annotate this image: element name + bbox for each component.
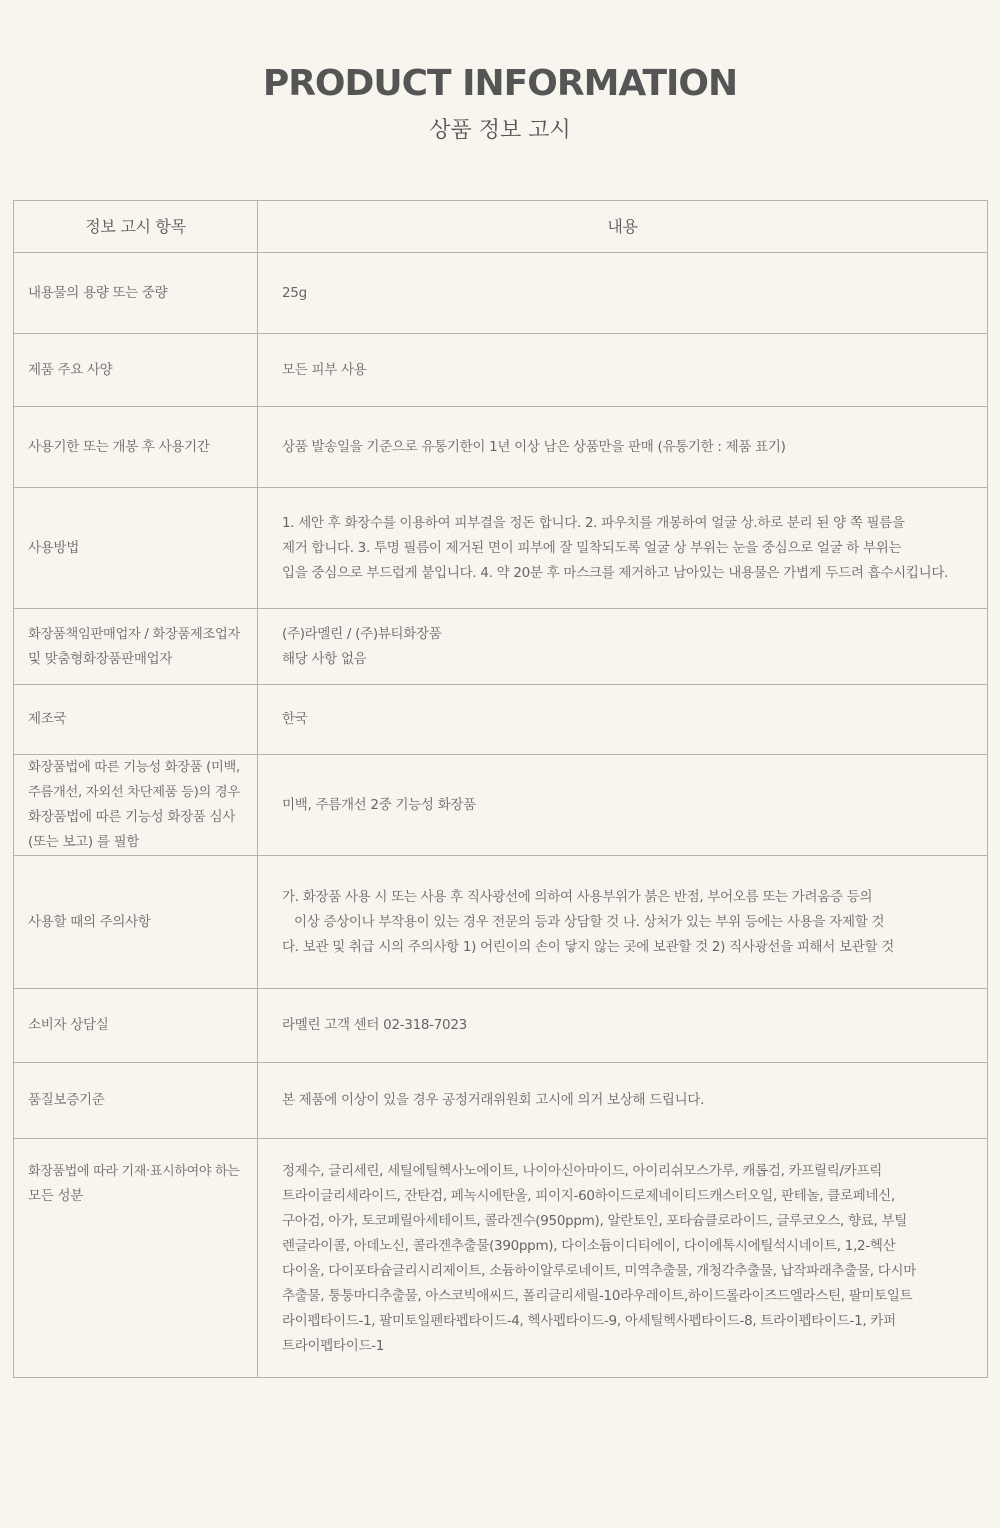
label-line: 화장품법에 따라 기재·표시하여야 하는 — [28, 1164, 240, 1179]
value-line: 추출물, 퉁퉁마디추출물, 아스코빅애씨드, 폴리글리세릴-10라우레이트,하이드롤라이즈드엘라스틴, 팔미토일트 — [282, 1288, 913, 1304]
column-header-content: 내용 — [258, 201, 988, 253]
value-line: (주)라멜린 / (주)뷰티화장품 — [282, 625, 442, 642]
label-line: (또는 보고) 를 필함 — [28, 834, 140, 850]
value-line: 1. 세안 후 화장수를 이용하여 피부결을 정돈 합니다. 2. 파우치를 개봉하여 얼굴 상.하로 분리 된 양 쪽 필름을 — [282, 514, 905, 531]
row-value — [258, 488, 988, 609]
value-line: 상품 발송일을 기준으로 유통기한이 1년 이상 남은 상품만을 판매 (유통기한 : 제품 표기) — [282, 438, 786, 455]
table-row — [14, 685, 988, 755]
row-label — [14, 1063, 258, 1139]
row-label — [14, 253, 258, 334]
row-label — [14, 989, 258, 1063]
label-line: 사용할 때의 주의사항 — [28, 913, 151, 930]
row-value — [258, 685, 988, 755]
value-line: 해당 사항 없음 — [282, 650, 367, 667]
label-line: 제조국 — [28, 711, 67, 727]
label-line: 화장품법에 따른 기능성 화장품 심사 — [28, 809, 236, 825]
value-line: 다이올, 다이포타슘글리시리제이트, 소듐하이알루로네이트, 미역추출물, 개청각추출물, 납작파래추출물, 다시마 — [282, 1263, 916, 1279]
value-line: 정제수, 글리세린, 세틸에틸헥사노에이트, 나이아신아마이드, 아이리쉬모스가루, 캐롭검, 카프릴릭/카프릭 — [282, 1163, 883, 1179]
label-line: 품질보증기준 — [28, 1092, 105, 1108]
value-line: 트라이펩타이드-1 — [282, 1338, 385, 1354]
row-label — [14, 685, 258, 755]
label-line: 및 맞춤형화장품판매업자 — [28, 650, 173, 667]
label-line: 사용기한 또는 개봉 후 사용기간 — [28, 438, 210, 455]
value-line: 트라이글리세라이드, 잔탄검, 페녹시에탄올, 피이지-60하이드로제네이티드캐스터오일, 판테놀, 클로페네신, — [282, 1188, 895, 1204]
value-line: 다. 보관 및 취급 시의 주의사항 1) 어린이의 손이 닿지 않는 곳에 보관할 것 2) 직사광선을 피해서 보관할 것 — [282, 938, 894, 955]
row-value — [258, 1139, 988, 1378]
row-label — [14, 856, 258, 989]
product-info-table — [13, 200, 988, 1378]
value-line: 이상 증상이나 부작용이 있는 경우 전문의 등과 상담할 것 나. 상처가 있는 부위 등에는 사용을 자제할 것 — [282, 913, 885, 930]
value-line: 모든 피부 사용 — [282, 361, 367, 378]
label-line: 주름개선, 자외선 차단제품 등)의 경우 — [28, 785, 240, 800]
label-line: 제품 주요 사양 — [28, 361, 113, 378]
row-value — [258, 989, 988, 1063]
label-line: 모든 성분 — [28, 1188, 83, 1204]
table-row — [14, 488, 988, 609]
row-label — [14, 609, 258, 685]
table-row — [14, 755, 988, 856]
column-header-item: 정보 고시 항목 — [14, 201, 258, 253]
label-line: 내용물의 용량 또는 중량 — [28, 284, 168, 301]
value-line: 본 제품에 이상이 있을 경우 공정거래위원회 고시에 의거 보상해 드립니다. — [282, 1092, 705, 1108]
value-line: 한국 — [282, 711, 308, 727]
row-value — [258, 609, 988, 685]
table-row — [14, 609, 988, 685]
table-row — [14, 407, 988, 488]
row-label — [14, 755, 258, 856]
page-header — [0, 0, 1000, 146]
value-line: 라이펩타이드-1, 팔미토일펜타펩타이드-4, 헥사펩타이드-9, 아세틸헥사펩타이드-8, 트라이펩타이드-1, 카퍼 — [282, 1313, 896, 1329]
label-line: 소비자 상담실 — [28, 1017, 109, 1033]
table-row — [14, 856, 988, 989]
row-value — [258, 1063, 988, 1139]
table-row — [14, 334, 988, 407]
row-label — [14, 488, 258, 609]
row-label — [14, 407, 258, 488]
value-line: 제거 합니다. 3. 투명 필름이 제거된 면이 피부에 잘 밀착되도록 얼굴 상 부위는 눈을 중심으로 얼굴 하 부위는 — [282, 539, 902, 556]
label-line: 화장품책임판매업자 / 화장품제조업자 — [28, 626, 240, 642]
row-value — [258, 253, 988, 334]
value-line: 가. 화장품 사용 시 또는 사용 후 직사광선에 의하여 사용부위가 붉은 반점, 부어오름 또는 가려움증 등의 — [282, 888, 873, 905]
value-line: 구아검, 아가, 토코페릴아세테이트, 콜라겐수(950ppm), 알란토인, 포타슘클로라이드, 글루코오스, 향료, 부틸 — [282, 1213, 907, 1229]
page-subtitle: 상품 정보 고시 — [429, 118, 571, 143]
page-title: PRODUCT INFORMATION — [262, 63, 738, 104]
value-line: 렌글라이콜, 아데노신, 콜라겐추출물(390ppm), 다이소듐이디티에이, 다이에톡시에틸석시네이트, 1,2-헥산 — [282, 1238, 896, 1254]
table-row — [14, 1139, 988, 1378]
value-line: 25g — [282, 284, 307, 301]
value-line: 미백, 주름개선 2중 기능성 화장품 — [282, 796, 476, 813]
row-value — [258, 407, 988, 488]
value-line: 입을 중심으로 부드럽게 붙입니다. 4. 약 20분 후 마스크를 제거하고 남아있는 내용물은 가볍게 두드려 흡수시킵니다. — [282, 564, 949, 581]
row-value — [258, 334, 988, 407]
row-label — [14, 334, 258, 407]
row-label — [14, 1139, 258, 1378]
label-line: 사용방법 — [28, 539, 79, 556]
table-row — [14, 989, 988, 1063]
table-row — [14, 253, 988, 334]
table-row — [14, 1063, 988, 1139]
row-value — [258, 856, 988, 989]
value-line: 라멜린 고객 센터 02-318-7023 — [282, 1017, 467, 1033]
row-value — [258, 755, 988, 856]
table-header-row — [14, 201, 988, 253]
label-line: 화장품법에 따른 기능성 화장품 (미백, — [28, 760, 240, 775]
